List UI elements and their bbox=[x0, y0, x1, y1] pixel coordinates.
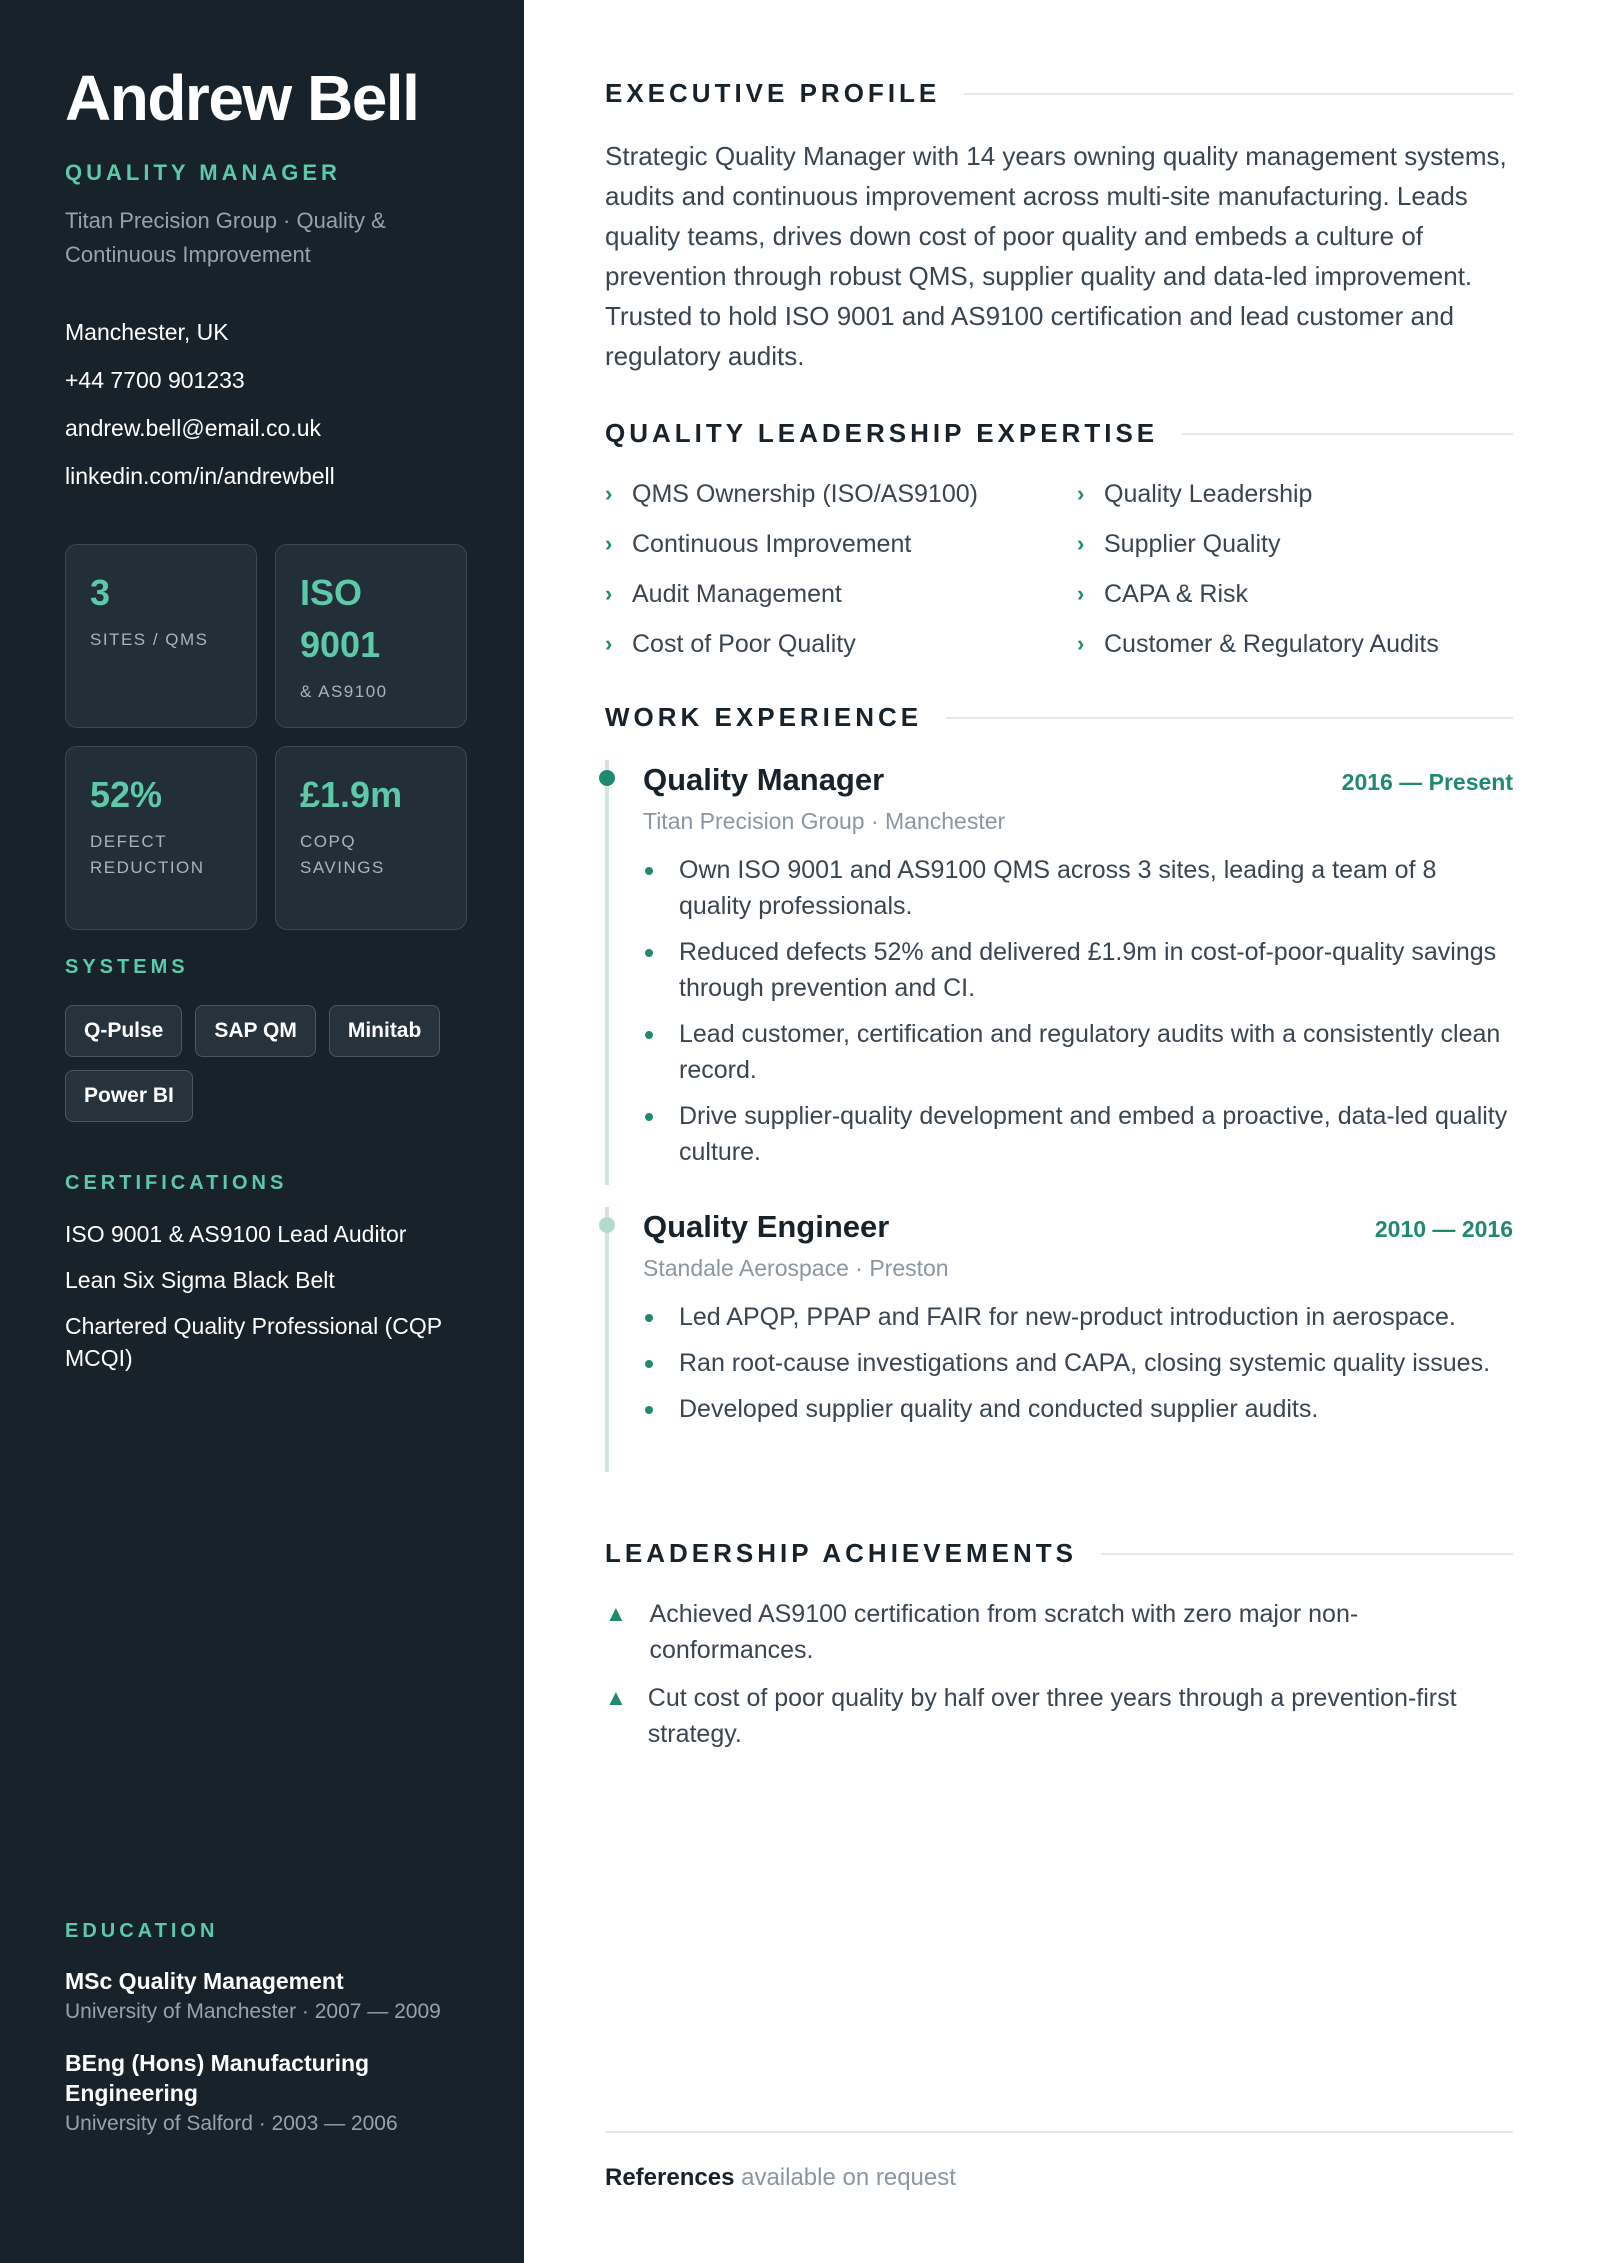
achievement-item bbox=[605, 1680, 1513, 1752]
references-text: available on request bbox=[741, 2164, 956, 2191]
expertise-item bbox=[1077, 524, 1513, 574]
job-bullet: Led APQP, PPAP and FAIR for new-product introduction in aerospace. bbox=[643, 1299, 1513, 1335]
expertise-heading: QUALITY LEADERSHIP EXPERTISE bbox=[605, 418, 1159, 448]
job-header bbox=[643, 760, 1513, 800]
footer-divider bbox=[605, 2131, 1513, 2133]
contact-list bbox=[65, 316, 335, 508]
expertise-label: Cost of Poor Quality bbox=[632, 630, 856, 658]
expertise-item bbox=[605, 524, 1077, 574]
expertise-item bbox=[605, 624, 1077, 674]
stats-grid bbox=[65, 544, 467, 930]
job-bullet: Developed supplier quality and conducted supplier audits. bbox=[643, 1391, 1513, 1427]
education-item bbox=[65, 2048, 465, 2140]
triangle-up-icon: ▲ bbox=[605, 1601, 627, 1626]
systems-chips bbox=[65, 1005, 475, 1122]
stat-value: 52% bbox=[90, 774, 163, 815]
job-bullet: Ran root-cause investigations and CAPA, closing systemic quality issues. bbox=[643, 1345, 1513, 1381]
job-entry bbox=[605, 1207, 1513, 1487]
job-bullet: Drive supplier-quality development and embed a proactive, data-led quality culture. bbox=[643, 1098, 1513, 1170]
expertise-list bbox=[605, 474, 1513, 674]
system-chip: SAP QM bbox=[195, 1005, 315, 1057]
stat-label: & AS9100 bbox=[300, 682, 388, 701]
job-dates: 2016 — Present bbox=[1341, 769, 1513, 795]
expertise-item bbox=[1077, 574, 1513, 624]
education-heading: EDUCATION bbox=[65, 1920, 219, 1942]
achievements-heading: LEADERSHIP ACHIEVEMENTS bbox=[605, 1538, 1077, 1568]
timeline-rail bbox=[605, 760, 609, 1185]
divider bbox=[1101, 1553, 1513, 1555]
expertise-label: Audit Management bbox=[632, 580, 842, 608]
job-entry bbox=[605, 760, 1513, 1185]
timeline-rail bbox=[605, 1207, 609, 1472]
certification-item: ISO 9001 & AS9100 Lead Auditor bbox=[65, 1221, 407, 1247]
certification-item: Chartered Quality Professional (CQP MCQI) bbox=[65, 1313, 442, 1371]
certifications-list bbox=[65, 1218, 465, 1388]
job-title: Quality Manager bbox=[643, 762, 885, 797]
expertise-item bbox=[605, 574, 1077, 624]
chevron-right-icon: › bbox=[1077, 481, 1085, 506]
stat-label: SITES / QMS bbox=[90, 630, 209, 649]
stat-label: DEFECT REDUCTION bbox=[90, 832, 205, 877]
timeline-dot bbox=[599, 770, 615, 786]
expertise-label: Customer & Regulatory Audits bbox=[1104, 630, 1439, 658]
sidebar bbox=[0, 0, 524, 2263]
stat-card bbox=[65, 544, 257, 728]
education-item bbox=[65, 1966, 465, 2028]
achievements-list bbox=[605, 1596, 1513, 1764]
experience-heading: WORK EXPERIENCE bbox=[605, 702, 923, 732]
education-list bbox=[65, 1966, 465, 2160]
experience-section-header bbox=[605, 702, 1513, 733]
contact-phone[interactable]: +44 7700 901233 bbox=[65, 367, 245, 393]
job-role: QUALITY MANAGER bbox=[65, 160, 341, 185]
job-title: Quality Engineer bbox=[643, 1209, 890, 1244]
job-company: Titan Precision Group · Manchester bbox=[643, 808, 1006, 834]
system-chip: Q-Pulse bbox=[65, 1005, 182, 1057]
chevron-right-icon: › bbox=[605, 631, 613, 656]
chevron-right-icon: › bbox=[605, 581, 613, 606]
expertise-label: CAPA & Risk bbox=[1104, 580, 1249, 608]
job-dates: 2010 — 2016 bbox=[1374, 1216, 1513, 1242]
profile-heading: EXECUTIVE PROFILE bbox=[605, 78, 941, 108]
profile-text: Strategic Quality Manager with 14 years owning quality management systems, audits and continuous improvement across multi-site manufacturing. Leads quality teams, drives down cost of poor quality and embeds a culture of prevention through robust QMS, supplier quality and data-led improvement. Trusted to hold ISO 9001 and AS9100 certification and lead customer and regulatory audits. bbox=[605, 141, 1507, 371]
candidate-name: Andrew Bell bbox=[65, 62, 419, 134]
chevron-right-icon: › bbox=[1077, 581, 1085, 606]
timeline-dot bbox=[599, 1217, 615, 1233]
contact-email[interactable]: andrew.bell@email.co.uk bbox=[65, 415, 322, 441]
divider bbox=[946, 717, 1513, 719]
chevron-right-icon: › bbox=[605, 481, 613, 506]
system-chip: Power BI bbox=[65, 1070, 193, 1122]
stat-value: £1.9m bbox=[300, 774, 403, 815]
education-meta: University of Manchester · 2007 — 2009 bbox=[65, 2000, 441, 2023]
expertise-item bbox=[1077, 474, 1513, 524]
job-header bbox=[643, 1207, 1513, 1247]
divider bbox=[1182, 433, 1513, 435]
contact-location: Manchester, UK bbox=[65, 319, 229, 345]
expertise-item bbox=[1077, 624, 1513, 674]
expertise-label: Continuous Improvement bbox=[632, 530, 912, 558]
references-note bbox=[605, 2164, 956, 2192]
job-bullets bbox=[643, 1299, 1513, 1427]
achievement-item bbox=[605, 1596, 1513, 1668]
expertise-section-header bbox=[605, 418, 1513, 449]
contact-linkedin[interactable]: linkedin.com/in/andrewbell bbox=[65, 463, 335, 489]
expertise-item bbox=[605, 474, 1077, 524]
education-degree: BEng (Hons) Manufacturing Engineering bbox=[65, 2050, 370, 2106]
main-content bbox=[605, 0, 1513, 2263]
expertise-label: QMS Ownership (ISO/AS9100) bbox=[632, 480, 978, 508]
expertise-label: Quality Leadership bbox=[1104, 480, 1313, 508]
references-label: References bbox=[605, 2164, 735, 2191]
job-bullet: Lead customer, certification and regulatory audits with a consistently clean record. bbox=[643, 1016, 1513, 1088]
certification-item: Lean Six Sigma Black Belt bbox=[65, 1267, 335, 1293]
education-degree: MSc Quality Management bbox=[65, 1968, 344, 1994]
systems-heading: SYSTEMS bbox=[65, 956, 189, 978]
achievement-text: Cut cost of poor quality by half over three years through a prevention-first strategy. bbox=[647, 1684, 1457, 1748]
stat-card bbox=[65, 746, 257, 930]
profile-section-header bbox=[605, 78, 1513, 109]
divider bbox=[964, 93, 1513, 95]
experience-timeline bbox=[605, 760, 1513, 1487]
achievement-text: Achieved AS9100 certification from scratch with zero major non-conformances. bbox=[649, 1600, 1359, 1664]
job-bullets bbox=[643, 852, 1513, 1170]
expertise-label: Supplier Quality bbox=[1104, 530, 1281, 558]
triangle-up-icon: ▲ bbox=[605, 1685, 627, 1710]
system-chip: Minitab bbox=[329, 1005, 441, 1057]
stat-card bbox=[275, 746, 467, 930]
stat-card bbox=[275, 544, 467, 728]
job-bullet: Own ISO 9001 and AS9100 QMS across 3 sites, leading a team of 8 quality professionals. bbox=[643, 852, 1513, 924]
chevron-right-icon: › bbox=[1077, 531, 1085, 556]
job-company: Standale Aerospace · Preston bbox=[643, 1255, 949, 1281]
chevron-right-icon: › bbox=[605, 531, 613, 556]
stat-value: 3 bbox=[90, 572, 111, 613]
job-bullet: Reduced defects 52% and delivered £1.9m in cost-of-poor-quality savings through prevention and CI. bbox=[643, 934, 1513, 1006]
stat-label: COPQ SAVINGS bbox=[300, 832, 385, 877]
education-meta: University of Salford · 2003 — 2006 bbox=[65, 2112, 398, 2135]
achievements-section-header bbox=[605, 1538, 1513, 1569]
stat-value: ISO 9001 bbox=[300, 572, 381, 665]
certifications-heading: CERTIFICATIONS bbox=[65, 1172, 288, 1194]
chevron-right-icon: › bbox=[1077, 631, 1085, 656]
current-company: Titan Precision Group · Quality & Continuous Improvement bbox=[65, 208, 386, 267]
